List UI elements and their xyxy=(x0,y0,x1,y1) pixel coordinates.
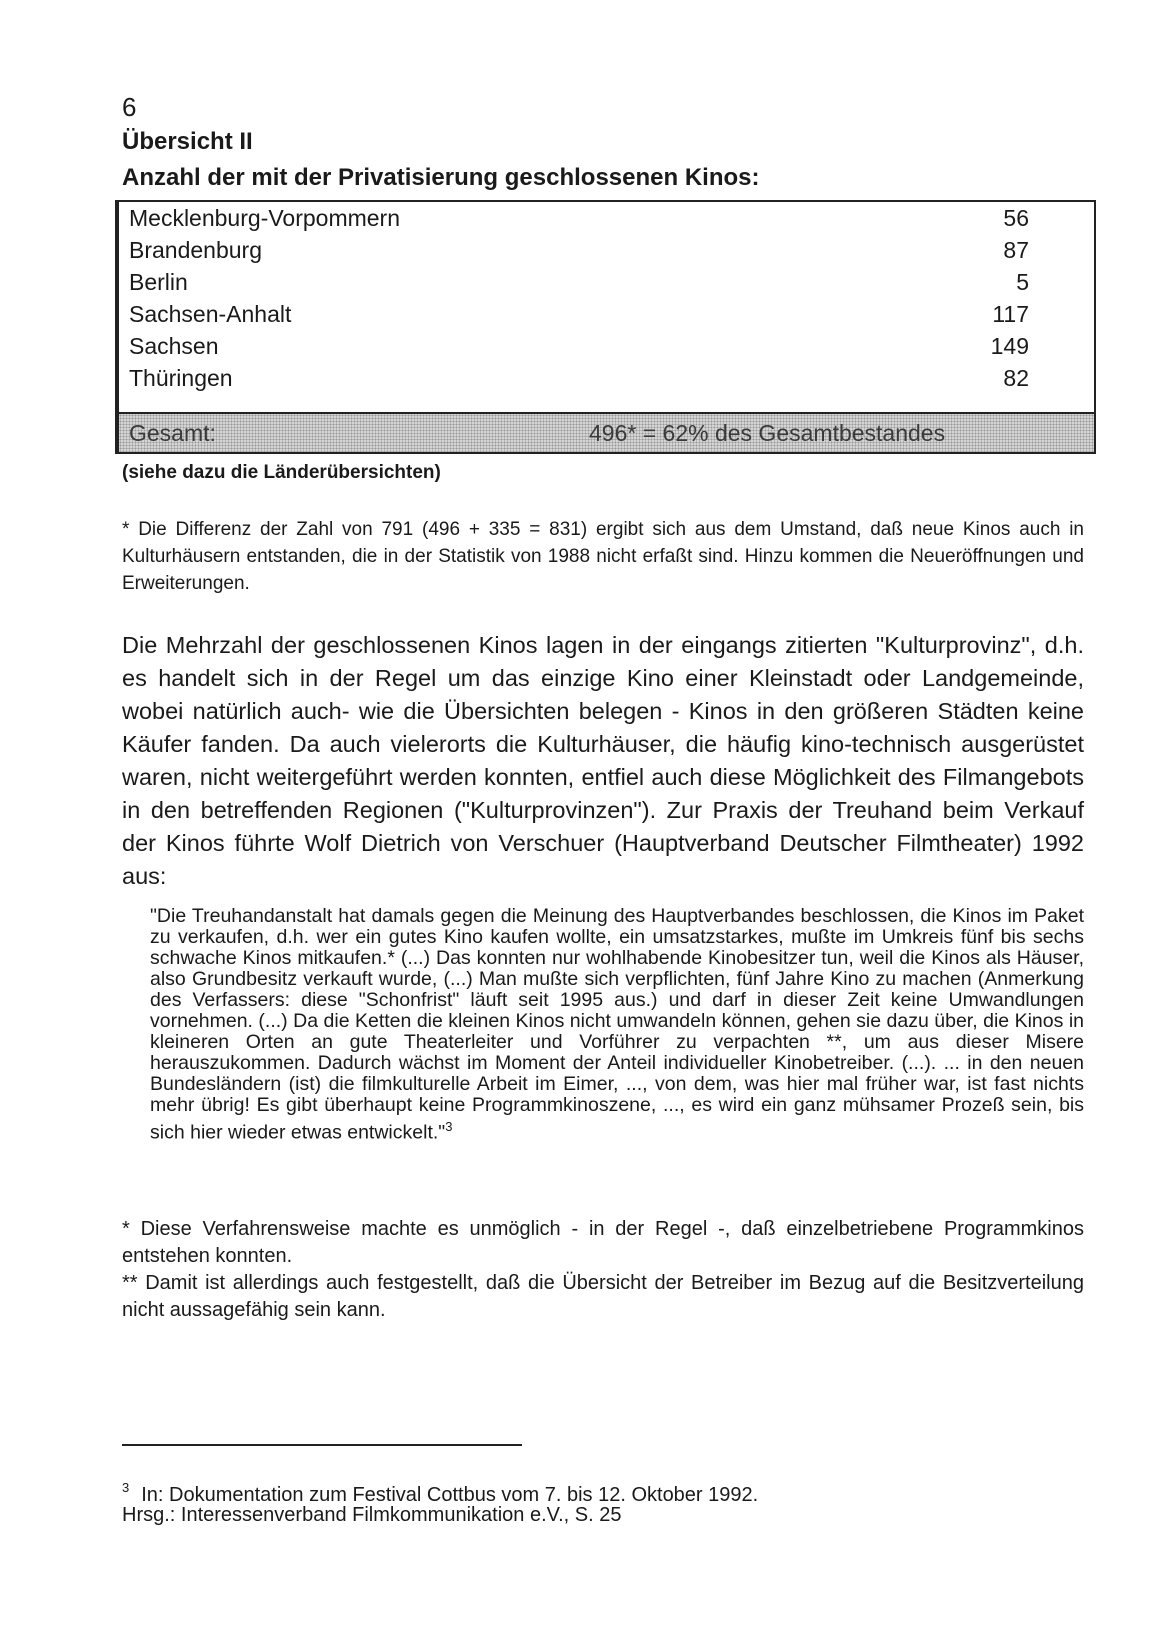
table-total-row xyxy=(119,412,1094,452)
row-label: Brandenburg xyxy=(129,237,262,263)
reference-line-2: Hrsg.: Interessenverband Filmkommunikation e.V., S. 25 xyxy=(122,1504,622,1526)
reference-marker: 3 xyxy=(122,1480,130,1495)
row-label: Mecklenburg-Vorpommern xyxy=(129,205,401,231)
table-row xyxy=(129,234,1029,267)
table-row xyxy=(129,266,1029,299)
page-subtitle: Anzahl der mit der Privatisierung geschlossenen Kinos: xyxy=(122,164,760,191)
footnote-divider xyxy=(122,1444,522,1446)
body-paragraph: Die Mehrzahl der geschlossenen Kinos lagen in der eingangs zitierten "Kulturprovinz", d.h. es handelt sich in der Regel um das einzige Kino einer Kleinstadt oder Landgemeinde, wobei natürlich auch- wie die Übersichten belegen - Kinos in den größeren Städten keine Käufer fanden. Da auch vielerorts die Kulturhäuser, die häufig kino-technisch ausgerüstet waren, nicht weitergeführt werden konnten, entfiel auch diese Möglichkeit des Filmangebots in den betreffenden Regionen ("Kulturprovinzen"). Zur Praxis der Treuhand beim Verkauf der Kinos führte Wolf Dietrich von Verschuer (Hauptverband Deutscher Filmtheater) 1992 aus: xyxy=(122,632,1084,889)
page-number: 6 xyxy=(122,92,137,122)
note-double-asterisk: ** Damit ist allerdings auch festgestellt, daß die Übersicht der Betreiber im Bezug auf die Besitzverteilung nicht aussagefähig sein kann. xyxy=(122,1272,1084,1321)
table-row xyxy=(129,330,1029,363)
row-label: Sachsen xyxy=(129,333,219,359)
row-value: 5 xyxy=(1016,269,1029,295)
row-label: Berlin xyxy=(129,269,188,295)
block-quote xyxy=(150,906,1084,1144)
table-footnote: * Die Differenz der Zahl von 791 (496 + 335 = 831) ergibt sich aus dem Umstand, daß neue Kinos auch in Kulturhäusern entstanden, die in der Statistik von 1988 nicht erfaßt sind. Hinzu kommen die Neueröffnungen und Erweiterungen. xyxy=(122,519,1084,594)
table-note: (siehe dazu die Länderübersichten) xyxy=(122,462,441,483)
row-value: 149 xyxy=(990,333,1029,359)
reference-text: In: Dokumentation zum Festival Cottbus vom 7. bis 12. Oktober 1992. xyxy=(141,1484,759,1506)
row-label: Sachsen-Anhalt xyxy=(129,301,292,327)
row-value: 82 xyxy=(1003,365,1029,391)
row-value: 117 xyxy=(992,301,1029,327)
note-single-asterisk: * Diese Verfahrensweise machte es unmöglich - in der Regel -, daß einzelbetriebene Programmkinos entstehen konnten. xyxy=(122,1218,1084,1267)
page-title: Übersicht II xyxy=(122,128,253,155)
table-row xyxy=(129,202,1029,235)
cinema-closures-table xyxy=(115,200,1096,454)
table-row xyxy=(129,298,1029,331)
total-value: 496* = 62% des Gesamtbestandes xyxy=(589,420,946,446)
table-row xyxy=(129,362,1029,395)
row-value: 87 xyxy=(1003,237,1029,263)
row-value: 56 xyxy=(1003,205,1029,231)
total-label: Gesamt: xyxy=(129,420,216,446)
table-inner xyxy=(117,202,1094,452)
row-label: Thüringen xyxy=(129,365,233,391)
quote-text: "Die Treuhandanstalt hat damals gegen die Meinung des Hauptverbandes beschlossen, die Kinos im Paket zu verkaufen, d.h. wer ein gutes Kino kaufen wollte, ein umsatzstarkes, mußte im Umkreis fünf bis sechs schwache Kinos mitkaufen.* (...) Das konnten nur wohlhabende Kinobesitzer tun, weil die Kinos als Häuser, also Grundbesitz verkauft wurde, (...) Man mußte sich verpflichten, fünf Jahre Kino zu machen (Anmerkung des Verfassers: diese "Schonfrist" läuft seit 1995 aus.) und darf in dieser Zeit keine Umwandlungen vornehmen. (...) Da die Ketten die kleinen Kinos nicht umwandeln können, gehen sie dazu über, die Kinos in kleineren Orten an gute Theaterleiter und Vorführer zu verpachten **, um aus dieser Misere herauszukommen. Dadurch wächst im Moment der Anteil individueller Kinobetreiber. (...). ... in den neuen Bundesländern (ist) die filmkulturelle Arbeit im Eimer, ..., von dem, was hier mal früher war, ist fast nichts mehr übrig! Es gibt überhaupt keine Programmkinoszene, ..., es wird ein ganz mühsamer Prozeß sein, bis sich hier wieder etwas entwickelt." xyxy=(150,905,1084,1144)
quote-footnote-ref: 3 xyxy=(445,1119,453,1134)
